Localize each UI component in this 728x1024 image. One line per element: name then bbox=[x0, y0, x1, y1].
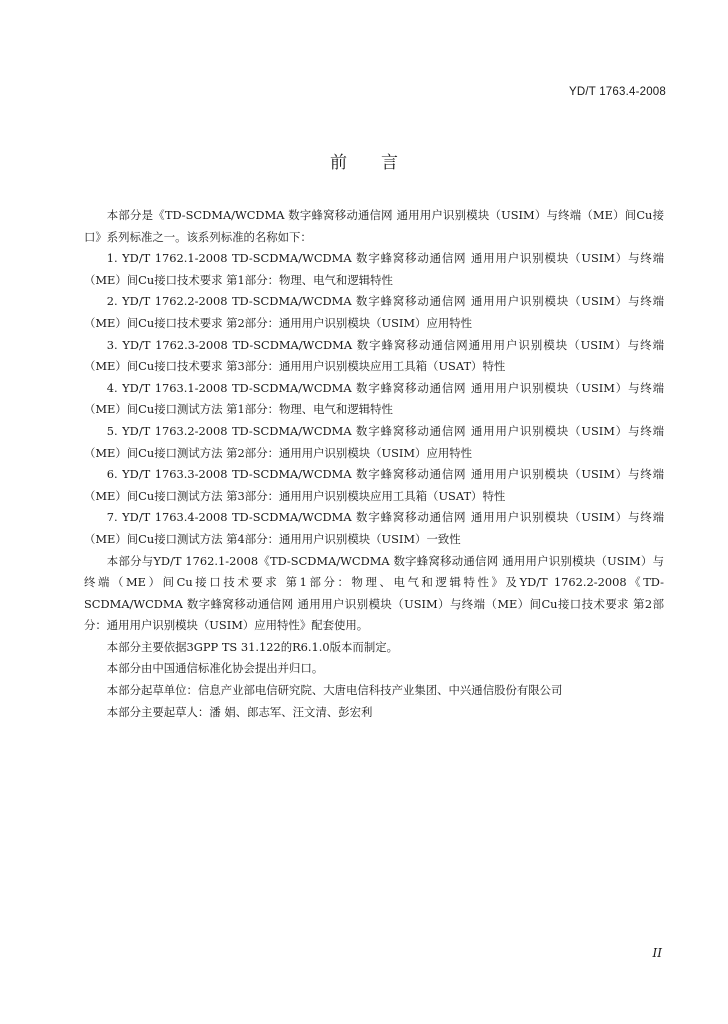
list-item: 6. YD/T 1763.3-2008 TD-SCDMA/WCDMA 数字蜂窝移动通信网 通用用户识别模块（USIM）与终端（ME）间Cu接口测试方法 第3部分：通用用户识别模块应用工具箱（USAT）特性 bbox=[84, 467, 664, 503]
list-item: 2. YD/T 1762.2-2008 TD-SCDMA/WCDMA 数字蜂窝移动通信网 通用用户识别模块（USIM）与终端（ME）间Cu接口技术要求 第2部分：通用用户识别模块（USIM）应用特性 bbox=[84, 294, 664, 330]
paragraph: 本部分主要起草人：潘 娟、郎志军、汪文清、彭宏利 bbox=[106, 704, 373, 719]
standard-code: YD/T 1763.4-2008 bbox=[569, 86, 666, 98]
paragraph: 本部分由中国通信标准化协会提出并归口。 bbox=[106, 661, 324, 676]
paragraph: 本部分是《TD-SCDMA/WCDMA 数字蜂窝移动通信网 通用用户识别模块（USIM）与终端（ME）间Cu接口》系列标准之一。该系列标准的名称如下： bbox=[84, 208, 664, 244]
paragraph: 本部分起草单位：信息产业部电信研究院、大唐电信科技产业集团、中兴通信股份有限公司 bbox=[106, 683, 563, 698]
paragraph: 本部分主要依据3GPP TS 31.122的R6.1.0版本而制定。 bbox=[106, 639, 398, 654]
list-item: 5. YD/T 1763.2-2008 TD-SCDMA/WCDMA 数字蜂窝移动通信网 通用用户识别模块（USIM）与终端（ME）间Cu接口测试方法 第2部分：通用用户识别模块（USIM）应用特性 bbox=[84, 423, 664, 460]
page-number: II bbox=[652, 946, 662, 960]
list-item: 1. YD/T 1762.1-2008 TD-SCDMA/WCDMA 数字蜂窝移动通信网 通用用户识别模块（USIM）与终端（ME）间Cu接口技术要求 第1部分：物理、电气和逻辑特性 bbox=[84, 251, 664, 287]
document-body bbox=[84, 205, 664, 723]
list-item: 4. YD/T 1763.1-2008 TD-SCDMA/WCDMA 数字蜂窝移动通信网 通用用户识别模块（USIM）与终端（ME）间Cu接口测试方法 第1部分：物理、电气和逻辑特性 bbox=[84, 380, 664, 417]
list-item: 3. YD/T 1762.3-2008 TD-SCDMA/WCDMA 数字蜂窝移动通信网通用用户识别模块（USIM）与终端（ME）间Cu接口技术要求 第3部分：通用用户识别模块应用工具箱（USAT）特性 bbox=[84, 337, 664, 374]
paragraph: 本部分与YD/T 1762.1-2008《TD-SCDMA/WCDMA 数字蜂窝移动通信网 通用用户识别模块（USIM）与终端（ME）间Cu接口技术要求 第1部分：物理、电气和逻辑特性》及YD/T 1762.2-2008《TD-SCDMA/WCDMA 数字蜂窝移动通信网 通用用户识别模块（USIM）与终端（ME）间Cu接口技术要求 第2部分：通用用户识别模块（USIM）应用特性》配套使用。 bbox=[84, 553, 664, 633]
list-item: 7. YD/T 1763.4-2008 TD-SCDMA/WCDMA 数字蜂窝移动通信网 通用用户识别模块（USIM）与终端（ME）间Cu接口测试方法 第4部分：通用用户识别模块（USIM）一致性 bbox=[84, 510, 664, 546]
page-title: 前言 bbox=[330, 153, 432, 173]
